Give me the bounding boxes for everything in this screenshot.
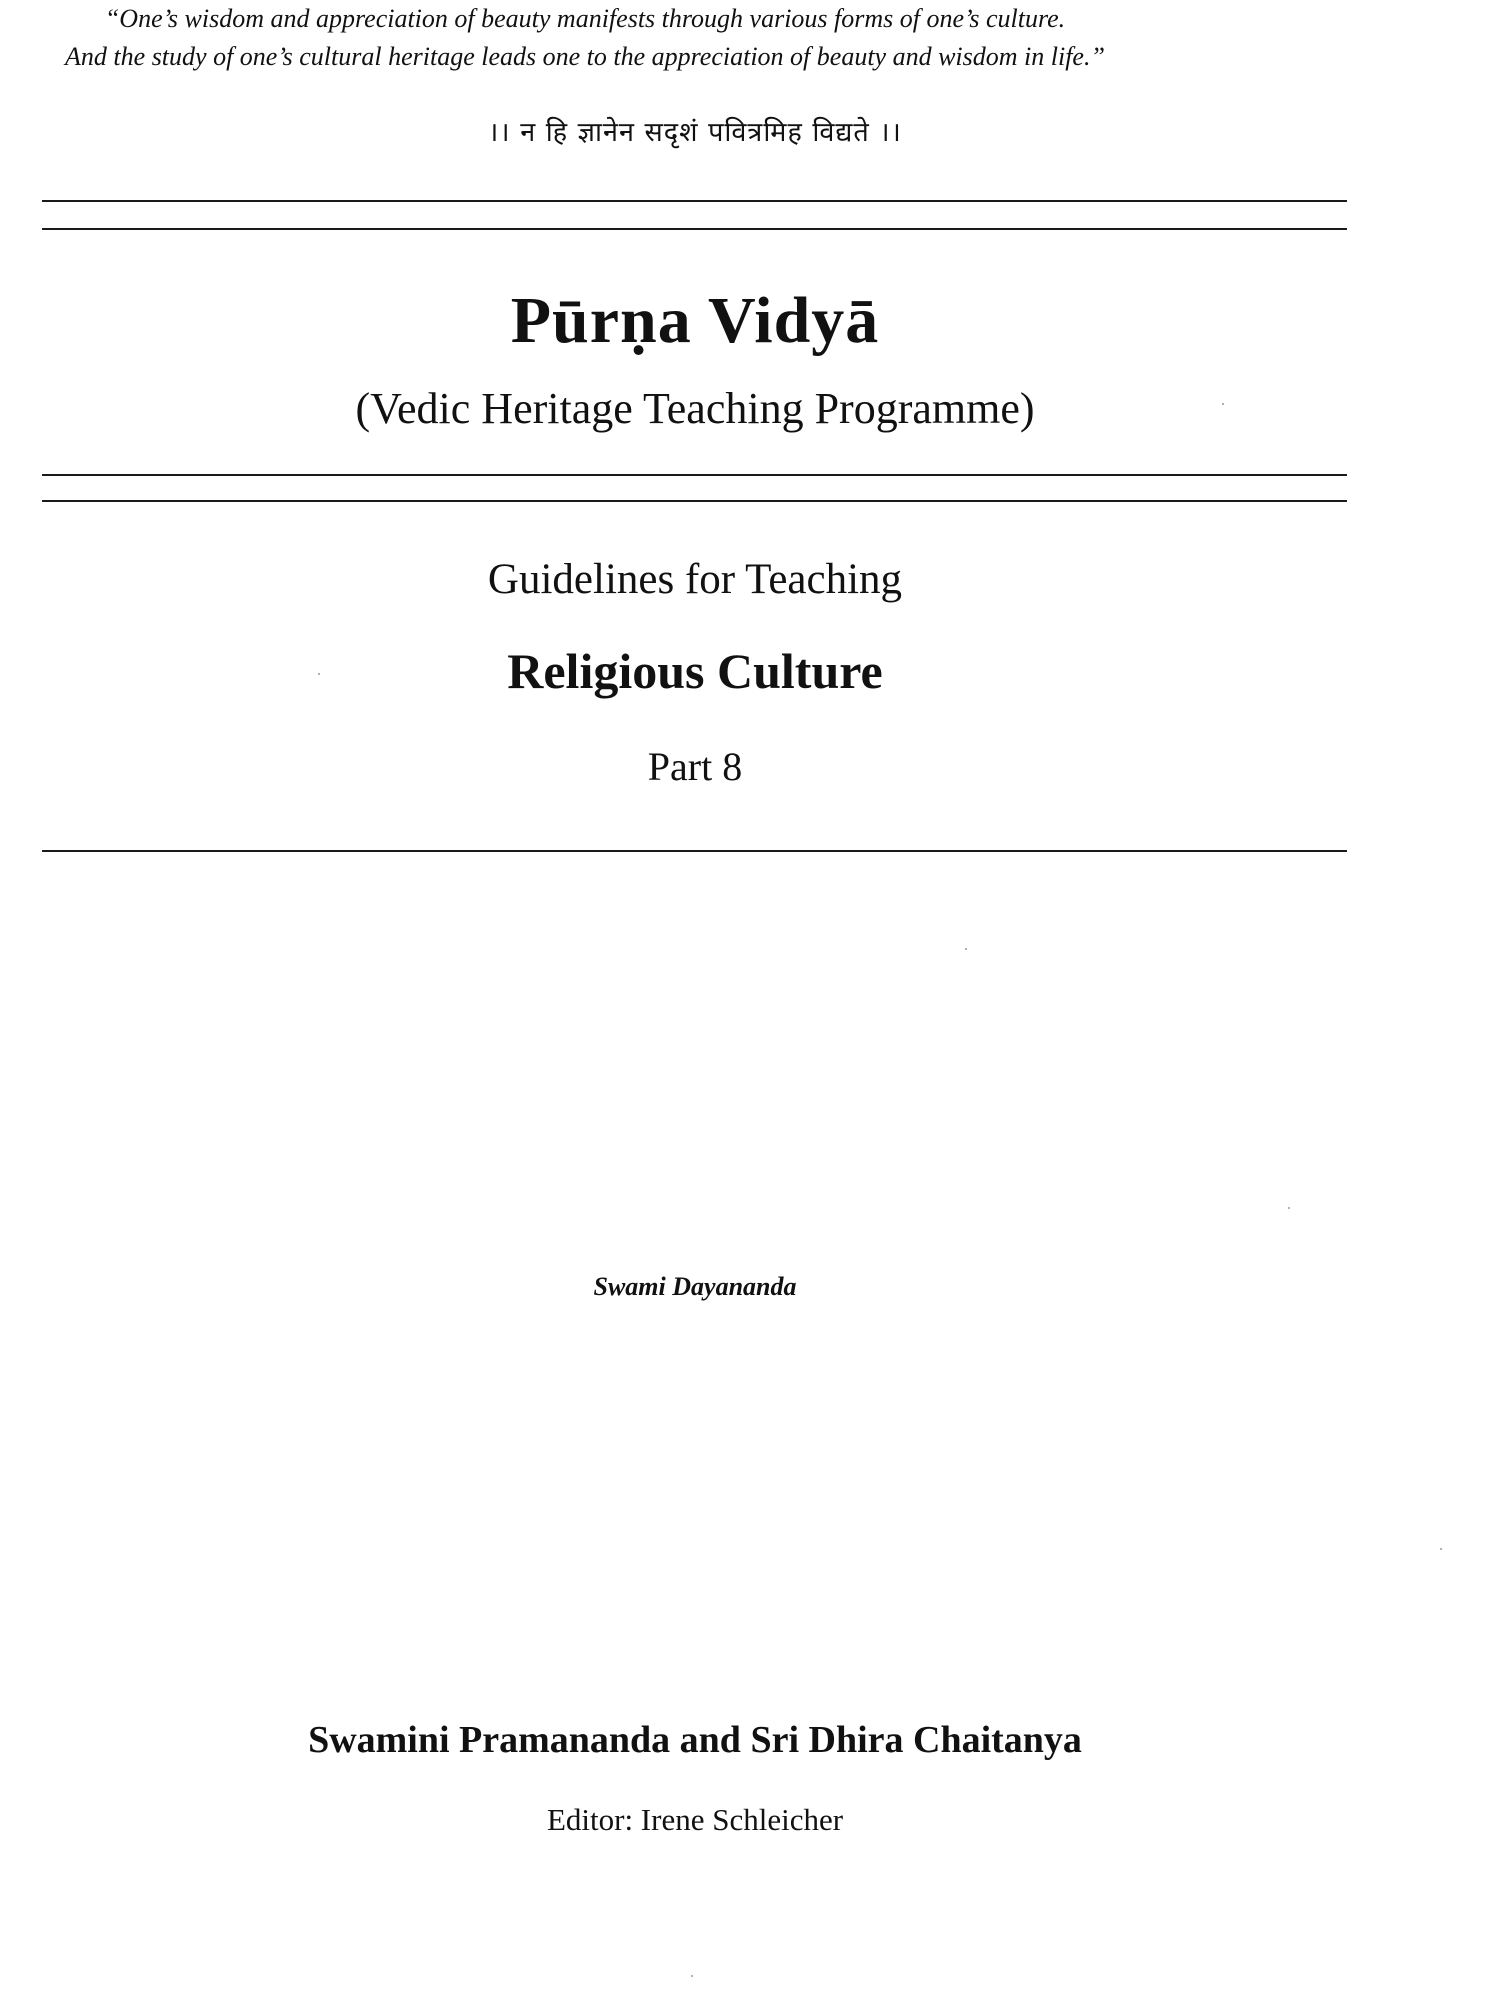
book-subtitle: (Vedic Heritage Teaching Programme) [355,384,1035,433]
sanskrit-verse: ।। न हि ज्ञानेन सदृशं पवित्रमिह विद्यते ।। [488,117,902,148]
book-title: Pūrṇa Vidyā [510,284,880,357]
scan-speck [1222,403,1224,405]
part-number: Part 8 [647,744,743,789]
editor: Editor: Irene Schleicher [546,1802,844,1837]
quote-line: And the study of one’s cultural heritage leads one to the appreciation of beauty and wisdom in life.” [65,42,1105,71]
divider-rule [42,500,1347,502]
authors: Swamini Pramananda and Sri Dhira Chaitanya [308,1719,1082,1761]
scan-speck [1288,1207,1290,1209]
scan-speck [1440,1548,1442,1550]
epigraph-quote [0,0,1170,76]
scan-speck [691,1975,693,1977]
guidelines-label: Guidelines for Teaching [487,556,903,603]
divider-rule [42,474,1347,476]
quote-author: Swami Dayananda [593,1272,797,1301]
subject-title: Religious Culture [507,643,883,699]
quote-line: “One’s wisdom and appreciation of beauty manifests through various forms of one’s culture. [104,4,1066,33]
divider-rule [42,228,1347,230]
divider-rule [42,200,1347,202]
divider-rule [42,850,1347,852]
scan-speck [318,673,320,675]
scan-speck [965,948,967,950]
